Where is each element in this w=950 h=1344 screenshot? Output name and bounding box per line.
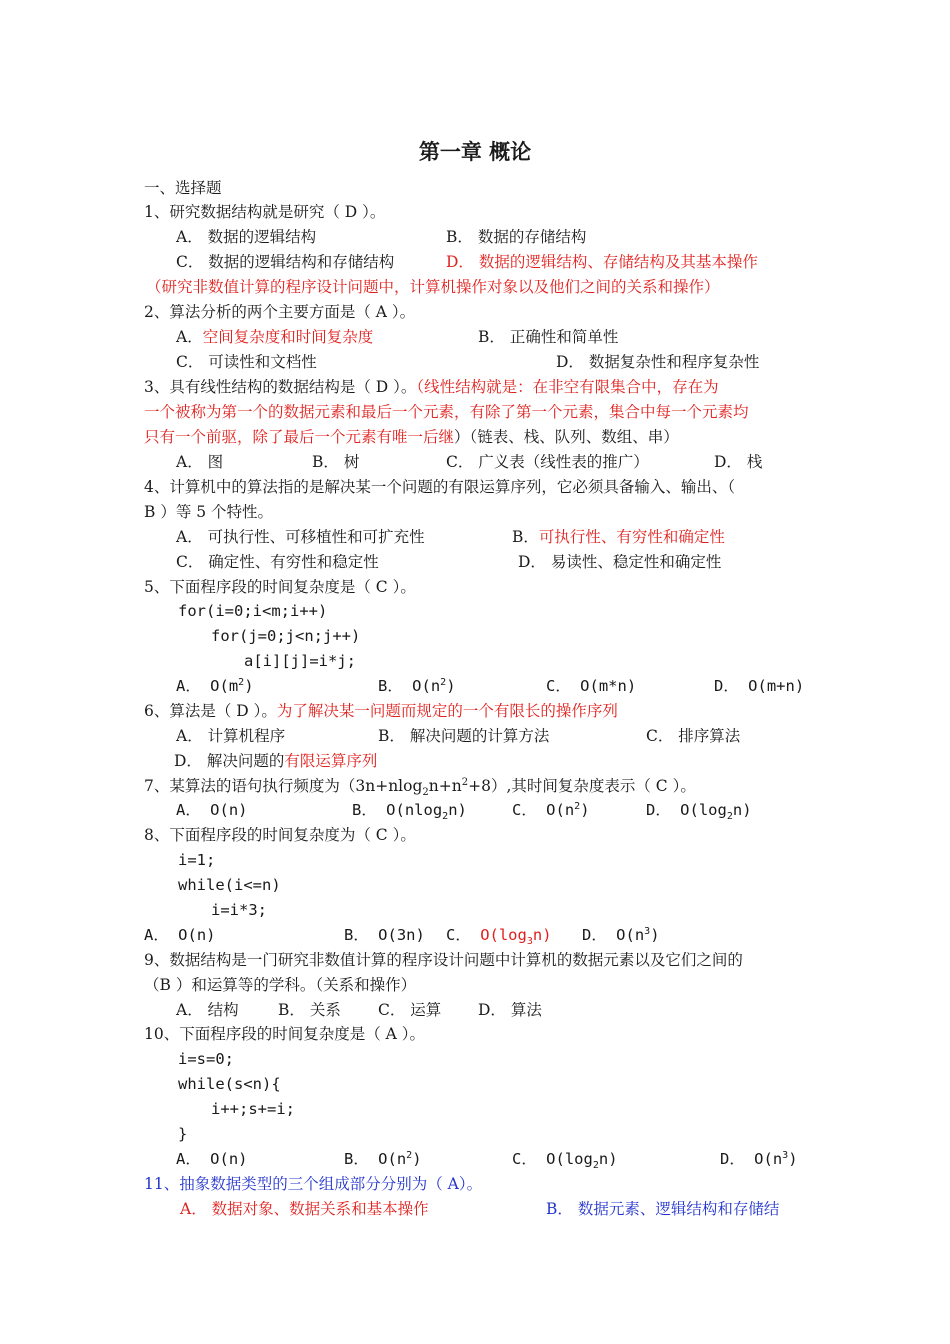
- q7-option-d-sub: 2: [726, 811, 733, 823]
- q5-option-a-text: A． O(m: [176, 677, 239, 695]
- page-title: 第一章 概论: [418, 140, 532, 164]
- q10-option-d-text: D． O(n: [720, 1150, 783, 1168]
- q10-option-d-sup: 3: [782, 1149, 789, 1161]
- q3-option-b: B． 树: [312, 453, 360, 471]
- q10-code-line4: }: [178, 1125, 188, 1143]
- question-5-stem: 5、下面程序段的时间复杂度是（ C ）。: [144, 578, 416, 596]
- q10-option-b-sup: 2: [406, 1149, 413, 1161]
- q11-option-a: A． 数据对象、数据关系和基本操作: [180, 1200, 429, 1218]
- q6-option-d: [174, 751, 377, 771]
- question-8-stem: 8、下面程序段的时间复杂度为（ C ）。: [144, 826, 416, 844]
- question-7-stem: [144, 776, 696, 799]
- q8-option-d-sup: 3: [644, 925, 651, 937]
- q5-option-b-text: B． O(n: [378, 677, 441, 695]
- q7-option-b: [352, 800, 467, 823]
- q6-option-a: A． 计算机程序: [176, 727, 286, 745]
- q3-option-a: A． 图: [176, 453, 224, 471]
- q8-option-c: [446, 925, 552, 948]
- q10-option-b: B． $O(n^2)$: [344, 1149, 422, 1168]
- q1-option-b: B． 数据的存储结构: [446, 228, 587, 246]
- q4-option-b-prefix: B．: [512, 528, 539, 546]
- q8-code-line2: while(i<=n): [178, 876, 281, 894]
- q5-code-line2: for(j=0;j<n;j++): [211, 627, 361, 645]
- q7-option-c: C． $O(n^2)$: [512, 800, 590, 819]
- q7-stem-sub: 2: [422, 787, 429, 799]
- q3-note-line3: [144, 427, 679, 447]
- q7-option-d: [646, 800, 752, 823]
- q3-note-line3-tail: ）（链表、栈、队列、数组、串）: [454, 428, 679, 446]
- q7-option-b-sub: 2: [442, 811, 449, 823]
- q8-option-c-sub: 3: [526, 936, 533, 948]
- q5-option-a: A． $O(m^2)$: [176, 676, 254, 695]
- q6-option-c: C． 排序算法: [646, 727, 741, 745]
- question-3-stem: [144, 377, 719, 397]
- q8-code-line3: i=i*3;: [211, 901, 267, 919]
- q10-code-line3: i++;s+=i;: [211, 1100, 295, 1118]
- q7-stem-mid: n+n: [428, 777, 462, 795]
- q6-option-b: B． 解决问题的计算方法: [378, 727, 550, 745]
- q2-option-a: [176, 327, 373, 347]
- q5-option-b-sup: 2: [440, 676, 447, 688]
- q7-stem-pre: 7、某算法的语句执行频度为（3n+nlog: [144, 777, 423, 795]
- q10-option-c-post: n): [598, 1150, 618, 1168]
- question-11-stem: 11、抽象数据类型的三个组成部分分别为（ A）。: [144, 1175, 483, 1193]
- question-4-stem-line2: B ）等 5 个特性。: [144, 503, 274, 521]
- q7-option-d-post: n): [732, 801, 752, 819]
- q7-option-b-post: n): [448, 801, 467, 819]
- q2-option-c: C． 可读性和文档性: [176, 353, 317, 371]
- q11-option-b: B． 数据元素、逻辑结构和存储结: [546, 1200, 780, 1218]
- q1-option-a: A． 数据的逻辑结构: [176, 228, 317, 246]
- q8-code-line1: i=1;: [178, 851, 216, 869]
- q10-option-c-text: C． O(log: [512, 1150, 593, 1168]
- q2-option-d: D． 数据复杂性和程序复杂性: [556, 353, 760, 371]
- q10-option-d: D． $O(n^3)$: [720, 1149, 798, 1168]
- q8-option-d: D． $O(n^3)$: [582, 925, 660, 944]
- q4-option-a: A． 可执行性、可移植性和可扩充性: [176, 528, 425, 546]
- question-4-stem-line1: 4、计算机中的算法指的是解决某一个问题的有限运算序列，它必须具备输入、输出、（: [144, 478, 736, 496]
- q3-option-c: C． 广义表（线性表的推广）: [446, 453, 649, 471]
- q1-option-c: C． 数据的逻辑结构和存储结构: [176, 253, 395, 271]
- q1-option-d: D． 数据的逻辑结构、存储结构及其基本操作: [446, 253, 758, 271]
- q4-option-b: [512, 527, 725, 547]
- q3-note-line2: 一个被称为第一个的数据元素和最后一个元素，有除了第一个元素，集合中每一个元素均: [144, 403, 749, 421]
- question-10-stem: 10、下面程序段的时间复杂度是（ A ）。: [144, 1025, 426, 1043]
- q6-option-d-prefix: D． 解决问题的: [174, 752, 285, 770]
- q7-option-d-text: D． O(log: [646, 801, 727, 819]
- q3-option-d: D． 栈: [714, 453, 763, 471]
- question-9-stem-line2: （B ）和运算等的学科。（关系和操作）: [144, 976, 417, 994]
- q9-option-d: D． 算法: [478, 1001, 542, 1019]
- q8-option-d-text: D． O(n: [582, 926, 645, 944]
- q6-option-d-red: 有限运算序列: [284, 752, 378, 770]
- q2-option-b: B． 正确性和简单性: [478, 328, 619, 346]
- q10-code-line2: while(s<n){: [178, 1075, 281, 1093]
- q7-stem-sup: 2: [461, 776, 469, 788]
- q8-option-a: A． O(n): [144, 926, 216, 944]
- question-6-stem: [144, 701, 618, 721]
- q7-option-b-text: B． O(nlog: [352, 801, 443, 819]
- q5-code-line3: a[i][j]=i*j;: [244, 652, 356, 670]
- q9-option-a: A． 结构: [176, 1001, 239, 1019]
- q3-note-line1: （线性结构就是：在非空有限集合中，存在为: [416, 378, 719, 396]
- q5-option-b: B． $O(n^2)$: [378, 676, 456, 695]
- q5-code-line1: for(i=0;i<m;i++): [178, 602, 328, 620]
- q7-option-c-text: C． O(n: [512, 801, 575, 819]
- q1-note: （研究非数值计算的程序设计问题中，计算机操作对象以及他们之间的关系和操作）: [146, 278, 720, 296]
- q6-note: 为了解决某一问题而规定的一个有限长的操作序列: [276, 702, 618, 720]
- q3-stem-text: 3、具有线性结构的数据结构是（ D ）。: [144, 378, 417, 396]
- question-1-stem: 1、研究数据结构就是研究（ D ）。: [144, 203, 386, 221]
- q4-option-b-text: 可执行性、有穷性和确定性: [538, 528, 725, 546]
- question-2-stem: 2、算法分析的两个主要方面是（ A ）。: [144, 303, 416, 321]
- q4-option-d: D． 易读性、稳定性和确定性: [518, 553, 722, 571]
- q6-stem-text: 6、算法是（ D ）。: [144, 702, 277, 720]
- q10-option-a: A． O(n): [176, 1150, 248, 1168]
- q5-option-d: D． O(m+n): [714, 677, 805, 695]
- q7-option-a: A． O(n): [176, 801, 248, 819]
- question-9-stem-line1: 9、数据结构是一门研究非数值计算的程序设计问题中计算机的数据元素以及它们之间的: [144, 951, 743, 969]
- q4-option-c: C． 确定性、有穷性和稳定性: [176, 553, 379, 571]
- q3-note-line3-red: 只有一个前驱，除了最后一个元素有唯一后继: [144, 428, 455, 446]
- q2-option-a-prefix: A．: [176, 328, 203, 346]
- q5-option-c: C． O(m*n): [546, 677, 637, 695]
- q8-option-c-red: [480, 926, 552, 948]
- section-heading: 一、选择题: [144, 179, 222, 197]
- q10-option-c-sub: 2: [592, 1160, 599, 1172]
- q5-option-a-sup: 2: [238, 676, 245, 688]
- q10-option-c: [512, 1149, 618, 1172]
- q10-code-line1: i=s=0;: [178, 1050, 234, 1068]
- q9-option-b: B． 关系: [278, 1001, 341, 1019]
- q9-option-c: C． 运算: [378, 1001, 442, 1019]
- q8-option-c-post: n): [532, 926, 552, 944]
- q7-stem-post: +8）,其时间复杂度表示（ C ）。: [468, 777, 696, 795]
- q8-option-c-prefix: C．: [446, 926, 471, 944]
- q10-option-b-text: B． O(n: [344, 1150, 407, 1168]
- q8-option-b: B． O(3n): [344, 926, 425, 944]
- q2-option-a-text: 空间复杂度和时间复杂度: [202, 328, 374, 346]
- q8-option-c-text: O(log: [480, 926, 527, 944]
- q7-option-c-sup: 2: [574, 800, 581, 812]
